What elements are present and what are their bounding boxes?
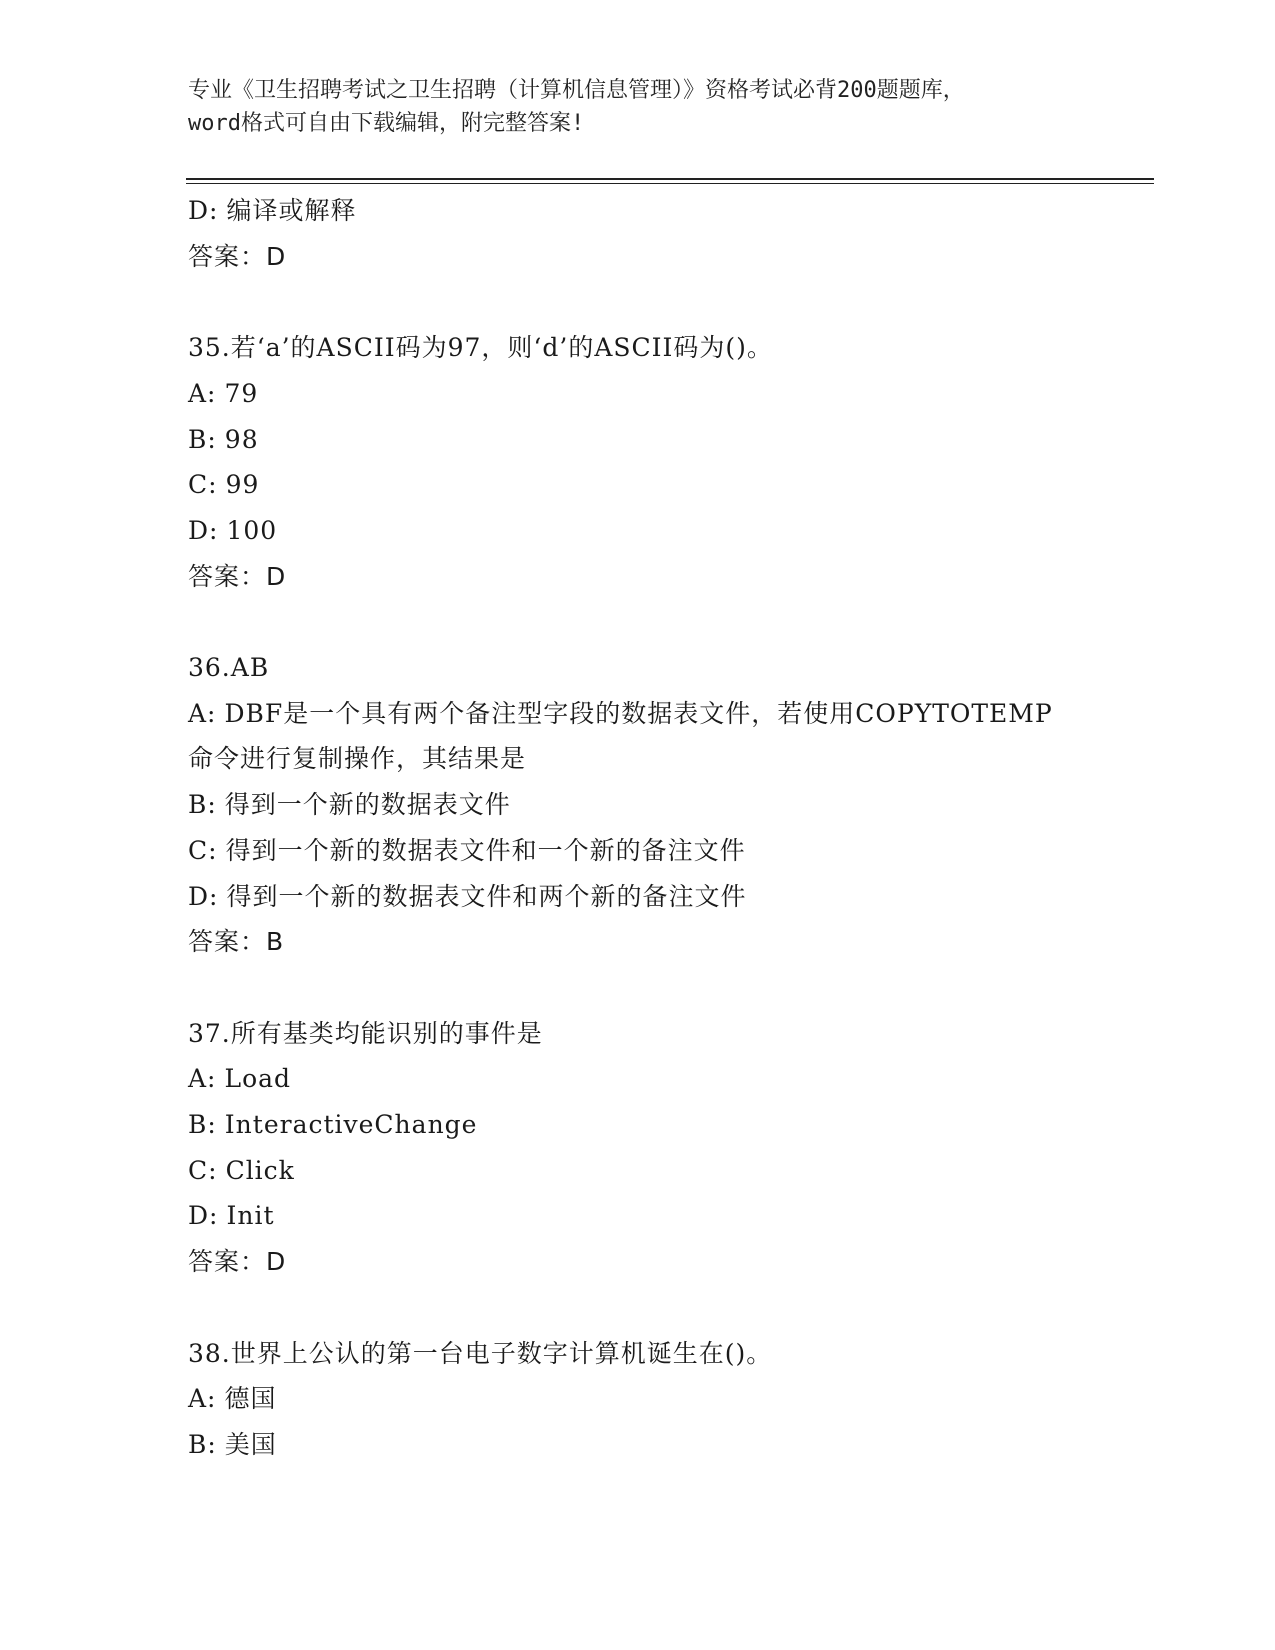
question-35 [188,325,1108,599]
option-prefix: C: [188,1155,218,1185]
answer: 答案：D [188,1247,287,1277]
option-b [188,1422,1108,1468]
option-b [188,782,1108,828]
option-prefix: A: [188,1064,217,1094]
option-text: Load [224,1064,292,1094]
question-stem: 36.AB [188,653,270,682]
option-text: Click [225,1155,295,1185]
answer-carryover: 答案：D [188,241,287,271]
page-header [188,74,1088,140]
answer: 答案：B [188,927,285,957]
question-stem: 38.世界上公认的第一台电子数字计算机诞生在()。 [188,1338,773,1368]
option-a [188,691,1108,737]
option-text: 美国 [224,1429,277,1459]
header-line-2: word格式可自由下载编辑，附完整答案! [188,111,585,136]
option-text: 得到一个新的数据表文件和一个新的备注文件 [225,835,746,865]
option-prefix: D: [188,515,219,545]
option-prefix: A: [188,698,217,728]
option-prefix: B: [188,1429,217,1459]
header-line-1: 专业《卫生招聘考试之卫生招聘（计算机信息管理）》资格考试必背200题题库， [188,78,965,103]
option-prefix: D: [188,881,219,911]
spacer [188,279,1108,325]
question-list [188,188,1108,1468]
option-c [188,462,1108,508]
option-prefix: B: [188,1110,217,1140]
option-prefix: B: [188,424,217,454]
question-37 [188,1011,1108,1285]
option-prefix: C: [188,470,218,500]
spacer [188,965,1108,1011]
option-d [188,508,1108,554]
option-prefix: C: [188,835,218,865]
option-d-carryover [188,188,1108,234]
option-text: DBF是一个具有两个备注型字段的数据表文件，若使用COPYTOTEMP [224,698,1053,728]
option-text: 得到一个新的数据表文件和两个新的备注文件 [226,881,747,911]
spacer [188,1285,1108,1331]
option-text: Init [226,1201,275,1231]
answer: 答案：D [188,561,287,591]
option-prefix: D: [188,1201,219,1231]
option-text: 79 [224,378,259,408]
question-stem: 37.所有基类均能识别的事件是 [188,1018,543,1048]
question-stem: 35.若‘a’的ASCII码为97，则‘d’的ASCII码为()。 [188,333,773,363]
option-prefix: A: [188,378,217,408]
option-text: 98 [224,424,259,454]
option-a-continuation: 命令进行复制操作，其结果是 [188,744,527,774]
question-38 [188,1331,1108,1468]
option-d [188,1193,1108,1239]
option-text: 99 [225,470,260,500]
option-b [188,417,1108,463]
header-divider-thick [186,178,1154,180]
option-prefix: A: [188,1384,217,1414]
option-prefix: B: [188,790,217,820]
option-text: 100 [226,515,278,545]
question-36 [188,645,1108,965]
option-text: 编译或解释 [226,196,357,225]
header-divider-thin [186,183,1154,184]
option-text: 得到一个新的数据表文件 [224,790,511,820]
option-text: InteractiveChange [224,1110,478,1140]
spacer [188,599,1108,645]
option-a [188,1376,1108,1422]
option-b [188,1102,1108,1148]
option-a [188,371,1108,417]
option-c [188,1148,1108,1194]
option-c [188,828,1108,874]
option-prefix: D: [188,196,219,225]
option-d [188,874,1108,920]
option-a [188,1056,1108,1102]
option-text: 德国 [224,1384,277,1414]
